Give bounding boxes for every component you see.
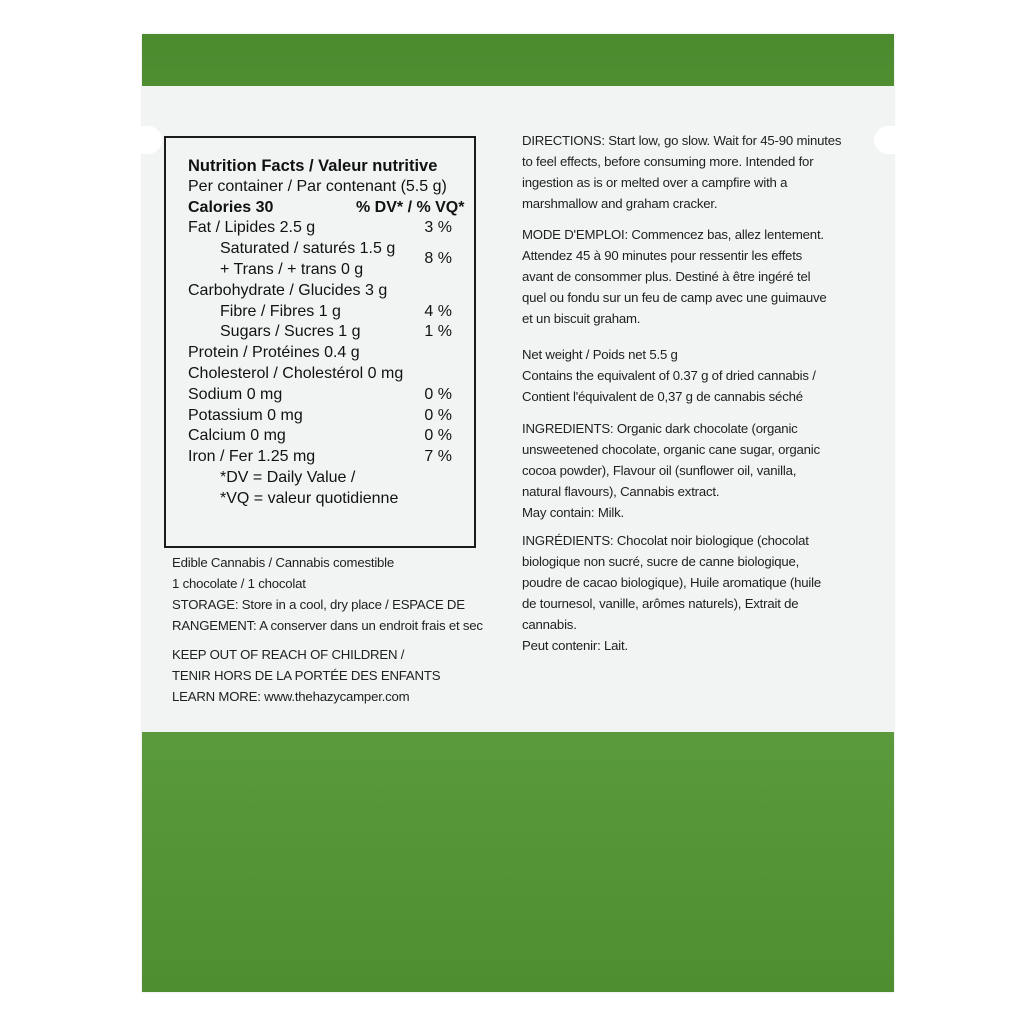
nutrient-dv: 0 %	[424, 427, 452, 445]
text-line: INGREDIENTS: Organic dark chocolate (organic	[522, 421, 798, 436]
text-line: unsweetened chocolate, organic cane sugar, organic	[522, 442, 820, 457]
nutrient-row: Protein / Protéines 0.4 g	[188, 344, 360, 362]
storage-fr: RANGEMENT: A conserver dans un endroit frais et sec	[172, 618, 483, 633]
thc-equivalent-en: Contains the equivalent of 0.37 g of dried cannabis /	[522, 368, 816, 383]
bottom-green-band	[142, 732, 894, 992]
text-line: quel ou fondu sur un feu de camp avec une guimauve	[522, 290, 827, 305]
nutrient-dv: 4 %	[424, 302, 452, 320]
learn-more: LEARN MORE: www.thehazycamper.com	[172, 689, 410, 704]
nutrient-row	[188, 302, 474, 323]
nutrient-row: Cholesterol / Cholestérol 0 mg	[188, 364, 404, 382]
nutrient-row: Carbohydrate / Glucides 3 g	[188, 281, 388, 299]
text-line: marshmallow and graham cracker.	[522, 196, 718, 211]
text-line: avant de consommer plus. Destiné à être ingéré tel	[522, 269, 811, 284]
nutrient-label: Fibre / Fibres 1 g	[220, 302, 341, 320]
nutrient-row	[188, 447, 474, 468]
nutrition-title: Nutrition Facts / Valeur nutritive	[188, 157, 438, 175]
unit-count: 1 chocolate / 1 chocolat	[172, 576, 306, 591]
nutrient-row	[188, 385, 474, 406]
nutrient-row	[188, 322, 474, 343]
nutrient-row	[188, 426, 474, 447]
text-line: to feel effects, before consuming more. Intended for	[522, 154, 814, 169]
warning-fr: TENIR HORS DE LA PORTÉE DES ENFANTS	[172, 668, 441, 683]
text-line: DIRECTIONS: Start low, go slow. Wait for 45-90 minutes	[522, 133, 842, 148]
per-container: Per container / Par contenant (5.5 g)	[188, 177, 447, 195]
warning-en: KEEP OUT OF REACH OF CHILDREN /	[172, 647, 405, 662]
calories-row	[188, 198, 474, 219]
sat-trans-dv: 8 %	[424, 250, 452, 268]
nutrient-label: Fat / Lipides 2.5 g	[188, 219, 316, 237]
thc-equivalent-fr: Contient l'équivalent de 0,37 g de cannabis séché	[522, 389, 803, 404]
tear-notch-left	[140, 126, 162, 154]
storage-en: STORAGE: Store in a cool, dry place / ESPACE DE	[172, 597, 465, 612]
product-type: Edible Cannabis / Cannabis comestible	[172, 555, 395, 570]
text-line: MODE D'EMPLOI: Commencez bas, allez lentement.	[522, 227, 824, 242]
product-info-block	[172, 552, 502, 636]
directions-en	[522, 130, 882, 214]
text-line: poudre de cacao biologique), Huile aromatique (huile	[522, 575, 821, 590]
calories: Calories 30	[188, 198, 274, 216]
footnote-dv: *DV = Daily Value /	[220, 468, 356, 486]
text-line: Attendez 45 à 90 minutes pour ressentir les effets	[522, 248, 803, 263]
nutrient-label: Iron / Fer 1.25 mg	[188, 448, 316, 466]
text-line: biologique non sucré, sucre de canne biologique,	[522, 554, 800, 569]
nutrient-dv: 0 %	[424, 406, 452, 424]
footnote-vq: *VQ = valeur quotidienne	[220, 489, 399, 507]
allergen-en: May contain: Milk.	[522, 505, 624, 520]
text-line: INGRÉDIENTS: Chocolat noir biologique (chocolat	[522, 533, 809, 548]
net-weight-block	[522, 344, 882, 407]
directions-fr	[522, 224, 882, 329]
nutrient-dv: 0 %	[424, 385, 452, 403]
nutrient-row	[188, 406, 474, 427]
net-weight: Net weight / Poids net 5.5 g	[522, 347, 678, 362]
text-line: cocoa powder), Flavour oil (sunflower oil, vanilla,	[522, 463, 797, 478]
sat-trans-group	[188, 239, 474, 281]
ingredients-en	[522, 418, 882, 523]
text-line: cannabis.	[522, 617, 577, 632]
nutrient-row: + Trans / + trans 0 g	[220, 260, 364, 278]
nutrition-facts-table	[164, 136, 476, 548]
package-back	[142, 34, 894, 992]
allergen-fr: Peut contenir: Lait.	[522, 638, 628, 653]
text-line: ingestion as is or melted over a campfire with a	[522, 175, 788, 190]
nutrient-dv: 3 %	[424, 219, 452, 237]
top-green-band	[142, 34, 894, 86]
nutrient-row: Saturated / saturés 1.5 g	[220, 240, 396, 258]
nutrient-dv: 1 %	[424, 323, 452, 341]
ingredients-fr	[522, 530, 882, 656]
text-line: natural flavours), Cannabis extract.	[522, 484, 720, 499]
dv-header: % DV* / % VQ*	[356, 198, 465, 216]
nutrient-label: Sugars / Sucres 1 g	[220, 323, 361, 341]
text-line: de tournesol, vanille, arômes naturels), Extrait de	[522, 596, 799, 611]
nutrient-label: Calcium 0 mg	[188, 427, 286, 445]
text-line: et un biscuit graham.	[522, 311, 641, 326]
nutrient-label: Potassium 0 mg	[188, 406, 303, 424]
nutrient-row	[188, 218, 474, 239]
nutrient-label: Sodium 0 mg	[188, 385, 283, 403]
warning-block	[172, 644, 502, 707]
nutrient-dv: 7 %	[424, 448, 452, 466]
